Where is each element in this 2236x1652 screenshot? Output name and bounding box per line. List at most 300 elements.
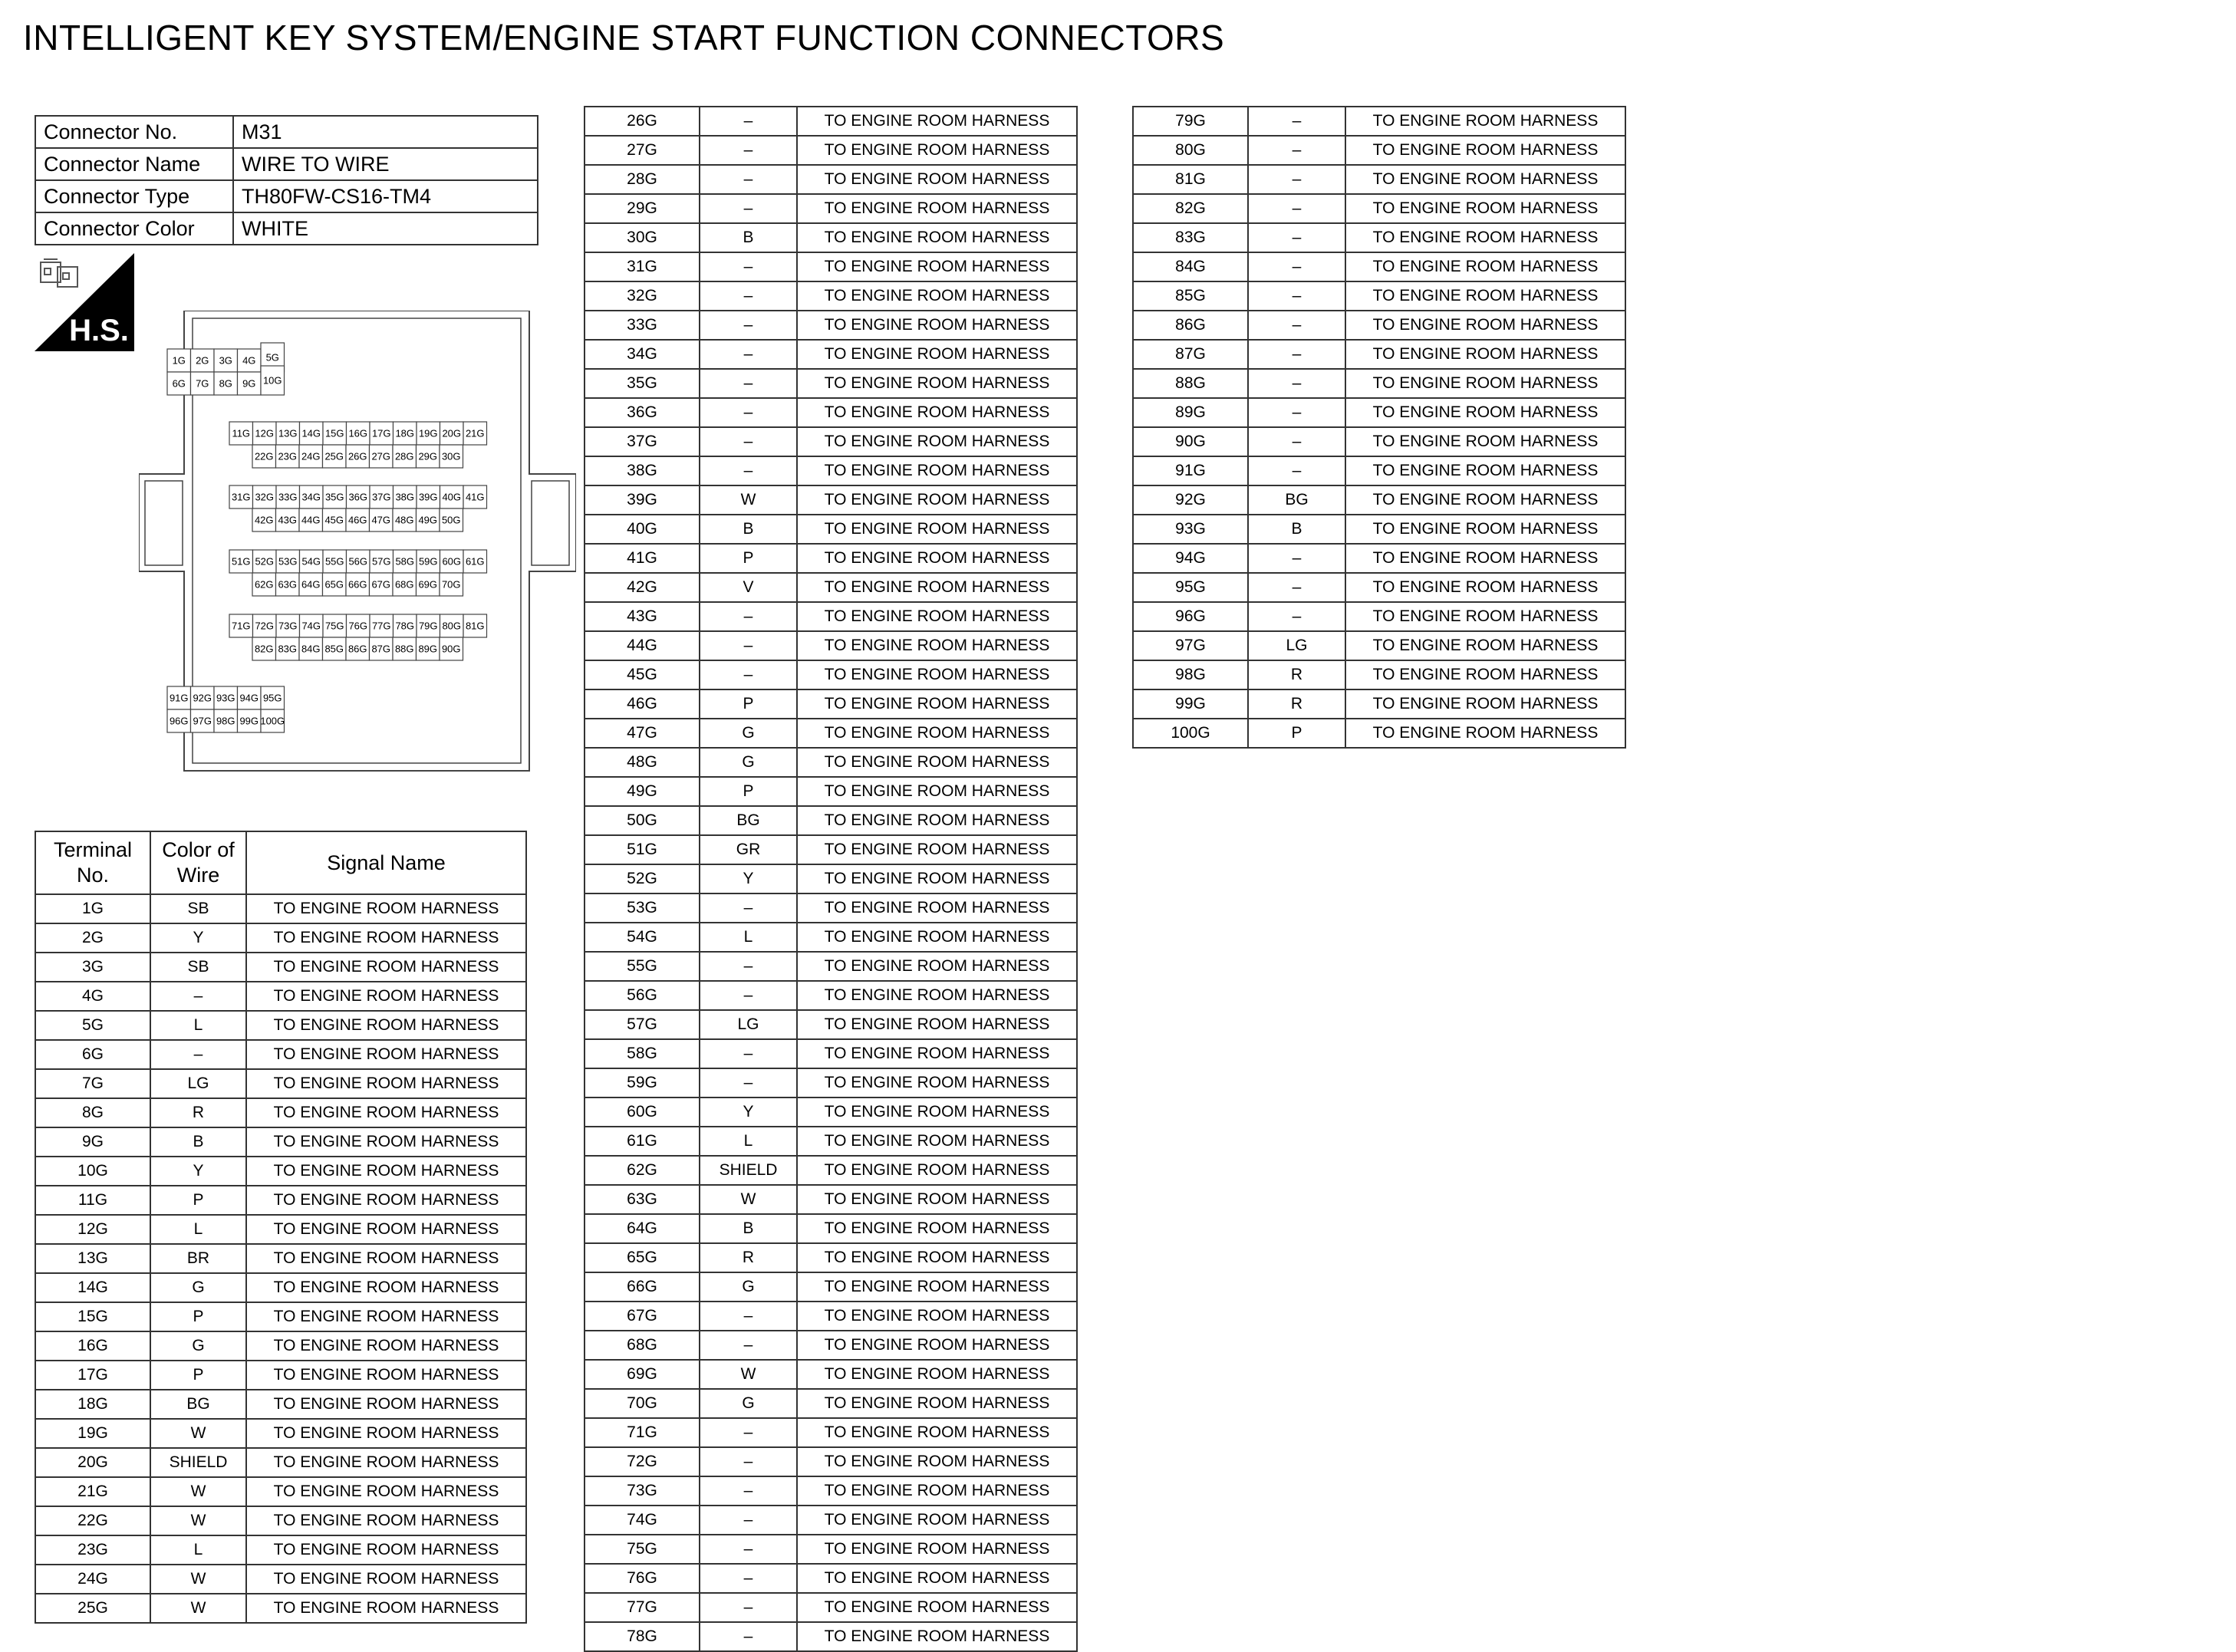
pin-label: 94G (239, 692, 259, 704)
wire-color-cell: W (150, 1419, 246, 1448)
table-row (585, 1127, 1077, 1156)
pin-label: 98G (216, 715, 235, 727)
table-row (35, 1419, 526, 1448)
terminal-no-cell: 99G (1133, 689, 1248, 719)
table-row (585, 631, 1077, 660)
terminal-no-cell: 54G (585, 923, 700, 952)
terminal-no-cell: 39G (585, 485, 700, 515)
wire-color-cell: – (1248, 602, 1345, 631)
terminal-table-1 (35, 831, 527, 1624)
terminal-no-cell: 78G (585, 1622, 700, 1651)
pin-label: 17G (371, 427, 391, 439)
wire-color-cell: LG (150, 1069, 246, 1098)
page-title: INTELLIGENT KEY SYSTEM/ENGINE START FUNCTION CONNECTORS (23, 18, 1225, 58)
terminal-no-cell: 63G (585, 1185, 700, 1214)
signal-name-cell: TO ENGINE ROOM HARNESS (246, 923, 526, 953)
pin-label: 47G (371, 514, 391, 526)
connector-name-label: Connector Name (35, 148, 233, 180)
wire-color-cell: – (700, 1506, 797, 1535)
table-row (585, 1535, 1077, 1564)
signal-name-cell: TO ENGINE ROOM HARNESS (246, 1244, 526, 1273)
wire-color-cell: – (700, 1418, 797, 1447)
pin-label: 84G (301, 643, 321, 655)
wire-color-cell: BG (1248, 485, 1345, 515)
pin-label: 37G (371, 491, 391, 503)
table-row (1133, 719, 1625, 748)
table-row (585, 981, 1077, 1010)
signal-name-cell: TO ENGINE ROOM HARNESS (246, 1186, 526, 1215)
wire-color-cell: – (700, 456, 797, 485)
signal-name-cell: TO ENGINE ROOM HARNESS (797, 107, 1077, 136)
signal-name-cell: TO ENGINE ROOM HARNESS (1345, 281, 1625, 311)
terminal-no-cell: 10G (35, 1157, 150, 1186)
wire-color-cell: GR (700, 835, 797, 864)
terminal-no-cell: 53G (585, 893, 700, 923)
terminal-no-cell: 56G (585, 981, 700, 1010)
terminal-no-cell: 84G (1133, 252, 1248, 281)
signal-name-cell: TO ENGINE ROOM HARNESS (797, 1185, 1077, 1214)
table-row (585, 369, 1077, 398)
signal-name-cell: TO ENGINE ROOM HARNESS (797, 1010, 1077, 1039)
left-latch (145, 481, 183, 565)
signal-name-cell: TO ENGINE ROOM HARNESS (1345, 485, 1625, 515)
table-row (1133, 689, 1625, 719)
pin-label: 39G (418, 491, 438, 503)
table-row (1133, 223, 1625, 252)
terminal-no-cell: 34G (585, 340, 700, 369)
signal-name-cell: TO ENGINE ROOM HARNESS (797, 1302, 1077, 1331)
table-row (35, 1273, 526, 1302)
pin-label: 20G (442, 427, 462, 439)
table-row (1133, 107, 1625, 136)
terminal-no-cell: 47G (585, 719, 700, 748)
terminal-no-cell: 69G (585, 1360, 700, 1389)
terminal-no-cell: 92G (1133, 485, 1248, 515)
signal-name-cell: TO ENGINE ROOM HARNESS (797, 485, 1077, 515)
signal-name-cell: TO ENGINE ROOM HARNESS (797, 1097, 1077, 1127)
pin-label: 90G (441, 643, 461, 655)
pin-label: 64G (301, 578, 321, 591)
terminal-no-cell: 16G (35, 1331, 150, 1361)
pin-label: 51G (231, 555, 251, 568)
pin-label: 22G (254, 450, 274, 462)
signal-name-cell: TO ENGINE ROOM HARNESS (246, 1594, 526, 1623)
wire-color-cell: – (700, 398, 797, 427)
wire-color-cell: – (700, 1331, 797, 1360)
pin-label: 13G (278, 427, 298, 439)
signal-name-cell: TO ENGINE ROOM HARNESS (1345, 369, 1625, 398)
terminal-no-cell: 65G (585, 1243, 700, 1272)
terminal-no-cell: 20G (35, 1448, 150, 1477)
pin-label: 81G (465, 620, 485, 632)
signal-name-cell: TO ENGINE ROOM HARNESS (1345, 398, 1625, 427)
signal-name-cell: TO ENGINE ROOM HARNESS (246, 1565, 526, 1594)
signal-name-cell: TO ENGINE ROOM HARNESS (797, 1127, 1077, 1156)
table-row (35, 1331, 526, 1361)
pin-label: 66G (347, 578, 367, 591)
table-row (585, 311, 1077, 340)
table-row (1133, 631, 1625, 660)
signal-name-cell: TO ENGINE ROOM HARNESS (797, 660, 1077, 689)
terminal-no-cell: 9G (35, 1127, 150, 1157)
terminal-no-cell: 100G (1133, 719, 1248, 748)
table-row (1133, 456, 1625, 485)
terminal-no-cell: 85G (1133, 281, 1248, 311)
wire-color-cell: – (1248, 398, 1345, 427)
terminal-no-cell: 57G (585, 1010, 700, 1039)
pin-label: 86G (347, 643, 367, 655)
table-row (585, 485, 1077, 515)
table-row (585, 1331, 1077, 1360)
connector-name-value: WIRE TO WIRE (233, 148, 538, 180)
wire-color-cell: L (700, 1127, 797, 1156)
signal-name-cell: TO ENGINE ROOM HARNESS (246, 1390, 526, 1419)
wire-color-cell: – (700, 602, 797, 631)
pin-label: 93G (216, 692, 235, 704)
signal-name-cell: TO ENGINE ROOM HARNESS (246, 1273, 526, 1302)
signal-name-cell: TO ENGINE ROOM HARNESS (797, 1272, 1077, 1302)
signal-name-cell: TO ENGINE ROOM HARNESS (246, 1477, 526, 1506)
wire-color-cell: – (700, 1593, 797, 1622)
wire-color-cell: – (1248, 369, 1345, 398)
wire-color-cell: W (700, 1360, 797, 1389)
table-row (585, 835, 1077, 864)
signal-name-cell: TO ENGINE ROOM HARNESS (797, 1039, 1077, 1068)
pin-label: 88G (394, 643, 414, 655)
table-row (585, 1068, 1077, 1097)
signal-name-cell: TO ENGINE ROOM HARNESS (1345, 136, 1625, 165)
terminal-no-cell: 8G (35, 1098, 150, 1127)
pin-label: 80G (442, 620, 462, 632)
signal-name-cell: TO ENGINE ROOM HARNESS (1345, 252, 1625, 281)
terminal-no-cell: 43G (585, 602, 700, 631)
pin-label: 35G (324, 491, 344, 503)
wire-color-cell: W (150, 1565, 246, 1594)
signal-name-cell: TO ENGINE ROOM HARNESS (797, 515, 1077, 544)
table-row (1133, 340, 1625, 369)
connector-color-value: WHITE (233, 212, 538, 245)
pin-label: 42G (254, 514, 274, 526)
signal-name-cell: TO ENGINE ROOM HARNESS (1345, 631, 1625, 660)
signal-name-cell: TO ENGINE ROOM HARNESS (797, 864, 1077, 893)
table-row (585, 281, 1077, 311)
wire-color-cell: BG (150, 1390, 246, 1419)
pin-label: 36G (348, 491, 368, 503)
wire-color-cell: – (700, 252, 797, 281)
pin-label: 14G (301, 427, 321, 439)
pin-label: 97G (193, 715, 212, 727)
wire-color-cell: – (1248, 252, 1345, 281)
wire-color-cell: – (700, 1476, 797, 1506)
signal-name-cell: TO ENGINE ROOM HARNESS (246, 953, 526, 982)
signal-name-cell: TO ENGINE ROOM HARNESS (797, 427, 1077, 456)
table-row (585, 777, 1077, 806)
terminal-no-cell: 87G (1133, 340, 1248, 369)
pin-label: 23G (278, 450, 298, 462)
wire-color-cell: W (150, 1506, 246, 1535)
table-row (585, 806, 1077, 835)
wire-color-cell: – (1248, 573, 1345, 602)
wire-color-cell: – (1248, 456, 1345, 485)
connector-no-label: Connector No. (35, 116, 233, 148)
wire-color-cell: R (1248, 689, 1345, 719)
pin-label: 61G (465, 555, 485, 568)
signal-name-cell: TO ENGINE ROOM HARNESS (797, 1476, 1077, 1506)
wire-color-cell: – (700, 427, 797, 456)
table-row (1133, 311, 1625, 340)
signal-name-cell: TO ENGINE ROOM HARNESS (797, 893, 1077, 923)
table-row (35, 982, 526, 1011)
wire-color-cell: – (700, 281, 797, 311)
wire-color-cell: P (150, 1302, 246, 1331)
wire-color-cell: W (700, 485, 797, 515)
wire-color-cell: – (700, 194, 797, 223)
table-row (35, 1594, 526, 1623)
terminal-no-cell: 44G (585, 631, 700, 660)
wire-color-cell: G (150, 1331, 246, 1361)
pin-label: 41G (465, 491, 485, 503)
wire-color-cell: R (150, 1098, 246, 1127)
terminal-no-cell: 82G (1133, 194, 1248, 223)
signal-name-cell: TO ENGINE ROOM HARNESS (797, 1389, 1077, 1418)
terminal-no-cell: 41G (585, 544, 700, 573)
wire-color-cell: – (700, 311, 797, 340)
wire-color-cell: SHIELD (150, 1448, 246, 1477)
table-row (35, 1302, 526, 1331)
pin-label: 57G (371, 555, 391, 568)
table-row (35, 1011, 526, 1040)
terminal-no-cell: 5G (35, 1011, 150, 1040)
wire-color-cell: – (700, 952, 797, 981)
terminal-no-cell: 90G (1133, 427, 1248, 456)
pin-label: 52G (255, 555, 275, 568)
signal-name-cell: TO ENGINE ROOM HARNESS (1345, 456, 1625, 485)
signal-name-cell: TO ENGINE ROOM HARNESS (797, 981, 1077, 1010)
terminal-no-cell: 93G (1133, 515, 1248, 544)
terminal-no-cell: 15G (35, 1302, 150, 1331)
table-row (585, 340, 1077, 369)
signal-name-cell: TO ENGINE ROOM HARNESS (1345, 165, 1625, 194)
pin-label: 54G (301, 555, 321, 568)
table-row (1133, 544, 1625, 573)
table-row (35, 923, 526, 953)
table-row (585, 398, 1077, 427)
signal-name-cell: TO ENGINE ROOM HARNESS (246, 1127, 526, 1157)
terminal-table-2 (584, 106, 1078, 1652)
terminal-no-cell: 24G (35, 1565, 150, 1594)
table-row (35, 1448, 526, 1477)
signal-name-cell: TO ENGINE ROOM HARNESS (246, 982, 526, 1011)
pin-label: 44G (301, 514, 321, 526)
wire-color-cell: – (700, 631, 797, 660)
table-row (585, 1389, 1077, 1418)
signal-name-cell: TO ENGINE ROOM HARNESS (246, 1302, 526, 1331)
terminal-no-cell: 77G (585, 1593, 700, 1622)
signal-name-cell: TO ENGINE ROOM HARNESS (246, 1157, 526, 1186)
pin-label: 45G (324, 514, 344, 526)
pin-label: 75G (324, 620, 344, 632)
signal-name-cell: TO ENGINE ROOM HARNESS (1345, 719, 1625, 748)
signal-name-cell: TO ENGINE ROOM HARNESS (246, 1215, 526, 1244)
table-row (35, 1069, 526, 1098)
pin-label: 76G (348, 620, 368, 632)
pin-label: 10G (262, 374, 282, 387)
pin-label: 91G (169, 692, 189, 704)
wire-color-cell: B (1248, 515, 1345, 544)
terminal-no-cell: 40G (585, 515, 700, 544)
terminal-no-cell: 79G (1133, 107, 1248, 136)
pin-label: 31G (231, 491, 251, 503)
signal-name-cell: TO ENGINE ROOM HARNESS (797, 748, 1077, 777)
pin-label: 70G (441, 578, 461, 591)
terminal-no-cell: 46G (585, 689, 700, 719)
table-row (585, 1593, 1077, 1622)
table-row (1133, 398, 1625, 427)
pin-label: 63G (278, 578, 298, 591)
wire-color-cell: – (700, 136, 797, 165)
wire-color-cell: – (1248, 136, 1345, 165)
terminal-no-cell: 75G (585, 1535, 700, 1564)
table-row (585, 1185, 1077, 1214)
wire-color-cell: – (700, 660, 797, 689)
table-row (1133, 660, 1625, 689)
table-row (585, 1506, 1077, 1535)
pin-label: 73G (278, 620, 298, 632)
terminal-no-cell: 7G (35, 1069, 150, 1098)
pin-label: 56G (348, 555, 368, 568)
signal-name-cell: TO ENGINE ROOM HARNESS (797, 602, 1077, 631)
connector-color-row (35, 212, 538, 245)
signal-name-cell: TO ENGINE ROOM HARNESS (797, 1214, 1077, 1243)
signal-name-cell: TO ENGINE ROOM HARNESS (797, 252, 1077, 281)
table-row (585, 1156, 1077, 1185)
signal-name-cell: TO ENGINE ROOM HARNESS (1345, 515, 1625, 544)
signal-name-cell: TO ENGINE ROOM HARNESS (1345, 194, 1625, 223)
pin-label: 58G (395, 555, 415, 568)
pin-label: 100G (260, 715, 285, 727)
wire-color-cell: V (700, 573, 797, 602)
pin-label: 62G (254, 578, 274, 591)
pin-label: 72G (255, 620, 275, 632)
signal-name-cell: TO ENGINE ROOM HARNESS (246, 1098, 526, 1127)
table-row (585, 1097, 1077, 1127)
wire-color-cell: LG (700, 1010, 797, 1039)
wire-color-cell: – (1248, 340, 1345, 369)
terminal-no-cell: 3G (35, 953, 150, 982)
table-row (1133, 515, 1625, 544)
wire-color-cell: – (150, 1040, 246, 1069)
terminal-no-cell: 22G (35, 1506, 150, 1535)
table-row (35, 1506, 526, 1535)
wire-color-cell: SB (150, 894, 246, 923)
signal-name-cell: TO ENGINE ROOM HARNESS (1345, 107, 1625, 136)
terminal-no-cell: 86G (1133, 311, 1248, 340)
pin-label: 83G (278, 643, 298, 655)
pin-label: 9G (242, 377, 256, 390)
wire-color-cell: P (700, 689, 797, 719)
terminal-no-cell: 31G (585, 252, 700, 281)
terminal-no-cell: 27G (585, 136, 700, 165)
signal-name-cell: TO ENGINE ROOM HARNESS (797, 689, 1077, 719)
table-row (585, 165, 1077, 194)
pin-label: 74G (301, 620, 321, 632)
table-row (585, 515, 1077, 544)
terminal-no-cell: 33G (585, 311, 700, 340)
pin-label: 29G (418, 450, 438, 462)
wire-color-cell: Y (150, 923, 246, 953)
table-row (35, 1477, 526, 1506)
table-row (585, 952, 1077, 981)
signal-name-cell: TO ENGINE ROOM HARNESS (797, 835, 1077, 864)
terminal-no-cell: 4G (35, 982, 150, 1011)
wire-color-cell: – (700, 1068, 797, 1097)
pin-label: 95G (262, 692, 282, 704)
terminal-no-cell: 37G (585, 427, 700, 456)
wire-color-cell: – (700, 1447, 797, 1476)
table-row (585, 1360, 1077, 1389)
pin-label: 18G (395, 427, 415, 439)
pin-label: 8G (219, 377, 232, 390)
terminal-no-cell: 97G (1133, 631, 1248, 660)
pin-label: 46G (347, 514, 367, 526)
table-row (1133, 194, 1625, 223)
pin-label: 78G (395, 620, 415, 632)
terminal-no-cell: 13G (35, 1244, 150, 1273)
pin-label: 25G (324, 450, 344, 462)
wire-color-cell: – (1248, 107, 1345, 136)
terminal-no-cell: 29G (585, 194, 700, 223)
terminal-no-cell: 2G (35, 923, 150, 953)
pin-label: 55G (324, 555, 344, 568)
table-row (585, 923, 1077, 952)
table-row (1133, 602, 1625, 631)
wire-color-cell: – (150, 982, 246, 1011)
signal-name-cell: TO ENGINE ROOM HARNESS (246, 1011, 526, 1040)
table-row (585, 427, 1077, 456)
pin-label: 50G (441, 514, 461, 526)
connector-color-label: Connector Color (35, 212, 233, 245)
wire-color-cell: P (1248, 719, 1345, 748)
terminal-no-cell: 32G (585, 281, 700, 311)
wire-color-cell: – (700, 340, 797, 369)
wire-color-cell: Y (150, 1157, 246, 1186)
pin-label: 68G (394, 578, 414, 591)
table-row (585, 1564, 1077, 1593)
signal-name-cell: TO ENGINE ROOM HARNESS (797, 573, 1077, 602)
signal-name-cell: TO ENGINE ROOM HARNESS (797, 952, 1077, 981)
table-row (585, 1010, 1077, 1039)
pin-label: 53G (278, 555, 298, 568)
wire-color-cell: B (700, 1214, 797, 1243)
signal-name-cell: TO ENGINE ROOM HARNESS (797, 1593, 1077, 1622)
signal-name-cell: TO ENGINE ROOM HARNESS (797, 398, 1077, 427)
wire-color-cell: R (1248, 660, 1345, 689)
wire-color-cell: – (700, 1622, 797, 1651)
signal-name-cell: TO ENGINE ROOM HARNESS (1345, 660, 1625, 689)
pin-label: 26G (347, 450, 367, 462)
table-row (35, 894, 526, 923)
terminal-no-cell: 28G (585, 165, 700, 194)
terminal-no-cell: 14G (35, 1273, 150, 1302)
pin-label: 40G (442, 491, 462, 503)
terminal-no-cell: 98G (1133, 660, 1248, 689)
table-row (585, 1272, 1077, 1302)
terminal-no-cell: 30G (585, 223, 700, 252)
table-row (1133, 281, 1625, 311)
terminal-no-cell: 36G (585, 398, 700, 427)
terminal-no-cell: 64G (585, 1214, 700, 1243)
table-row (585, 573, 1077, 602)
